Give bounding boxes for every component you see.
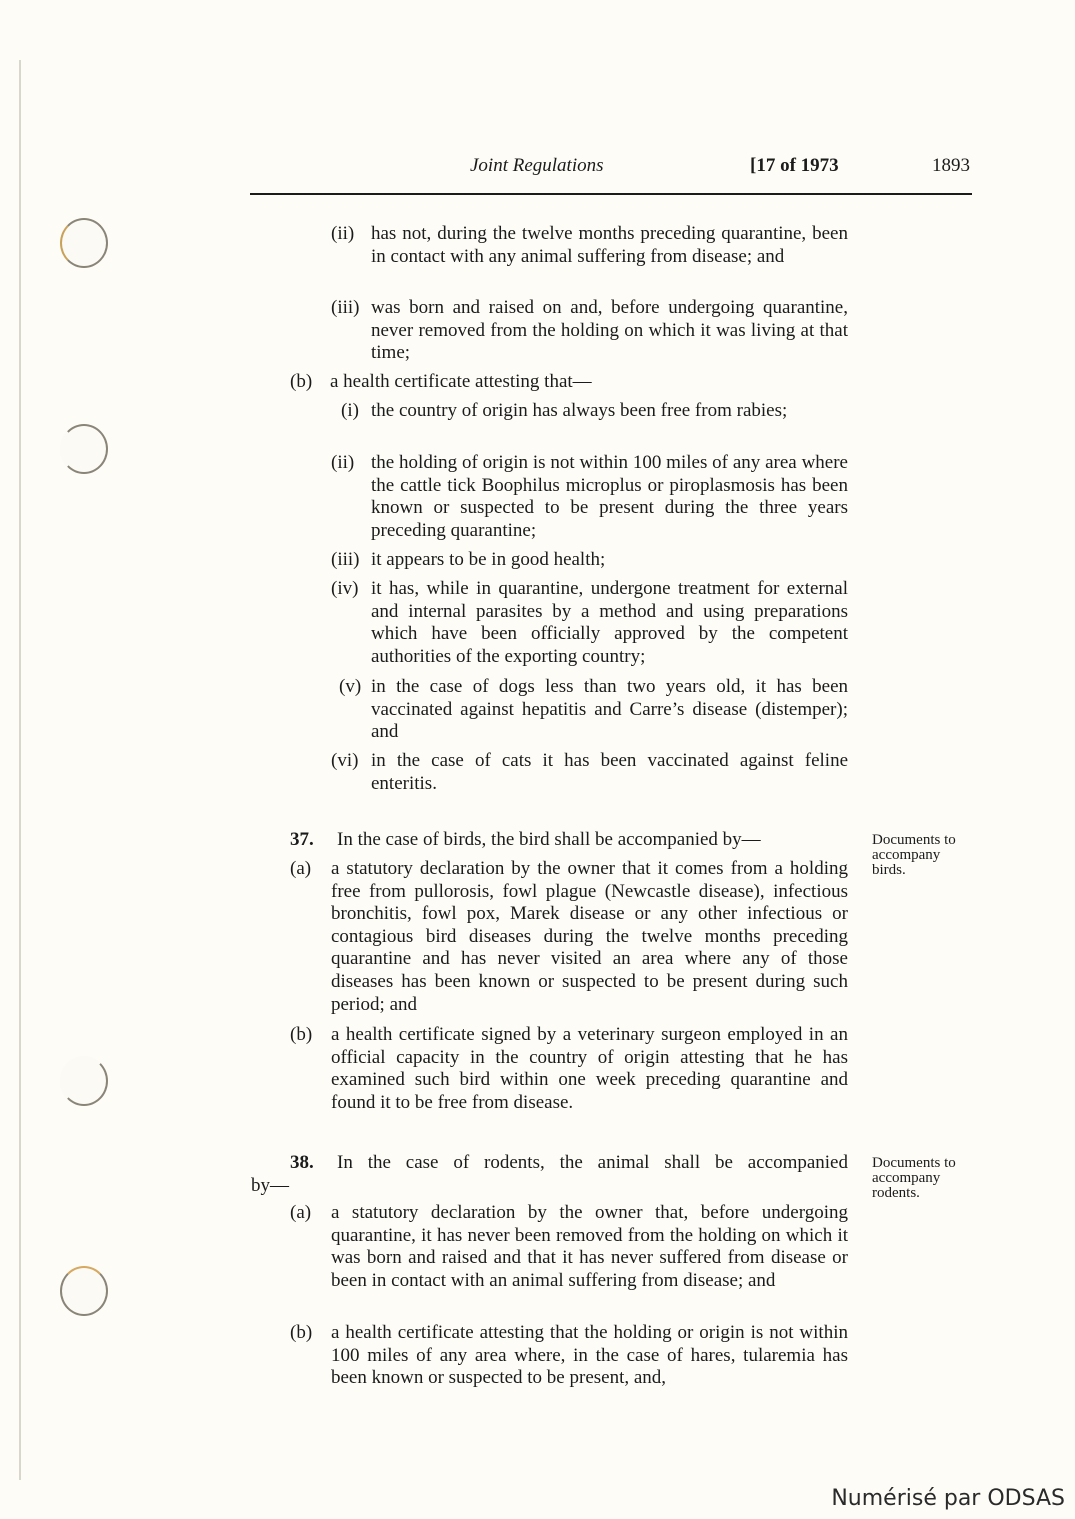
clause-text: a statutory declaration by the owner that it comes from a holding free from pullorosis, fowl plague (Newcastle disease), infectious bronchitis, fowl pox, Marek disease or any other infectious or contagious bird diseases during the twelve months preceding quarantine and has never visited an area where any of those diseases has been known or suspected to be present during such period; and — [331, 858, 848, 1015]
section-37-intro — [290, 829, 848, 852]
clause-b-i — [331, 400, 848, 423]
scan-watermark: Numérisé par ODSAS — [831, 1486, 1065, 1511]
clause-label: (a) — [290, 1202, 312, 1223]
clause-label: (iv) — [331, 578, 359, 599]
section-37-b — [290, 1024, 848, 1114]
clause-text: it has, while in quarantine, undergone treatment for external and internal parasites by a method and using preparations which have been officially approved by the competent authorities of the exporting country; — [371, 578, 848, 667]
clause-b-vi — [331, 750, 848, 795]
section-intro: In the case of birds, the bird shall be accompanied by— — [337, 829, 761, 850]
running-title: Joint Regulations — [470, 155, 604, 176]
section-38-a — [290, 1202, 848, 1292]
header-rule — [250, 193, 972, 195]
punch-hole — [60, 424, 108, 474]
clause-label: (iii) — [331, 297, 360, 318]
punch-hole — [60, 218, 108, 268]
clause-a-ii — [331, 223, 848, 268]
section-number: 37. — [290, 829, 314, 850]
section-number: 38. — [290, 1152, 314, 1173]
clause-text: in the case of cats it has been vaccinated against feline enteritis. — [371, 750, 848, 794]
clause-b-ii — [331, 452, 848, 542]
clause-text: the holding of origin is not within 100 miles of any area where the cattle tick Boophilus microplus or piroplasmosis has been known or suspected to be present during the three years preceding quarantine; — [371, 452, 848, 541]
clause-text: it appears to be in good health; — [371, 549, 606, 570]
clause-label: (b) — [290, 1024, 313, 1045]
clause-text: in the case of dogs less than two years old, it has been vaccinated against hepatitis and Carre’s disease (distemper); and — [371, 676, 848, 743]
clause-label: (b) — [290, 371, 313, 392]
clause-label: (v) — [339, 676, 362, 697]
section-38-intro-cont — [251, 1175, 311, 1198]
clause-text: a statutory declaration by the owner that, before undergoing quarantine, it has never been removed from the holding on which it was born and raised and that it has never suffered from disease or been in contact with an animal suffering from disease; and — [331, 1202, 848, 1291]
page-header — [250, 153, 972, 183]
clause-label: (ii) — [331, 223, 355, 244]
clause-b-iv — [331, 578, 848, 668]
clause-b — [290, 371, 848, 394]
clause-label: (ii) — [331, 452, 355, 473]
clause-text: was born and raised on and, before undergoing quarantine, never removed from the holding on which it was living at that time; — [371, 297, 848, 364]
clause-label: (iii) — [331, 549, 360, 570]
clause-text: a health certificate signed by a veterinary surgeon employed in an official capacity in the country of origin attesting that he has examined such bird within one week preceding quarantine and found it to be free from disease. — [331, 1024, 848, 1113]
section-intro: In the case of rodents, the animal shall be accompanied — [337, 1152, 848, 1173]
section-38-intro — [290, 1152, 848, 1175]
clause-label: (i) — [341, 400, 359, 421]
margin-note-birds: Documents to accompany birds. — [872, 832, 956, 878]
section-37-a — [290, 858, 848, 1016]
punch-hole — [60, 1056, 108, 1106]
clause-text: a health certificate attesting that— — [330, 371, 592, 392]
clause-text: has not, during the twelve months preceding quarantine, been in contact with any animal suffering from disease; and — [371, 223, 848, 267]
clause-text: a health certificate attesting that the holding or origin is not within 100 miles of any area where, in the case of hares, tularemia has been known or suspected to be present, and, — [331, 1322, 848, 1389]
clause-label: (a) — [290, 858, 312, 879]
page-number: 1893 — [932, 155, 970, 176]
clause-label: (b) — [290, 1322, 313, 1343]
margin-note-rodents: Documents to accompany rodents. — [872, 1155, 956, 1201]
clause-b-iii — [331, 549, 848, 572]
section-38-b — [290, 1322, 848, 1390]
clause-label: (vi) — [331, 750, 359, 771]
act-reference: [17 of 1973 — [750, 155, 839, 176]
punch-hole — [60, 1266, 108, 1316]
clause-b-v — [331, 676, 848, 744]
clause-a-iii — [331, 297, 848, 365]
section-intro-cont: by— — [251, 1175, 289, 1196]
clause-text: the country of origin has always been free from rabies; — [371, 400, 788, 421]
scan-edge — [19, 60, 21, 1480]
